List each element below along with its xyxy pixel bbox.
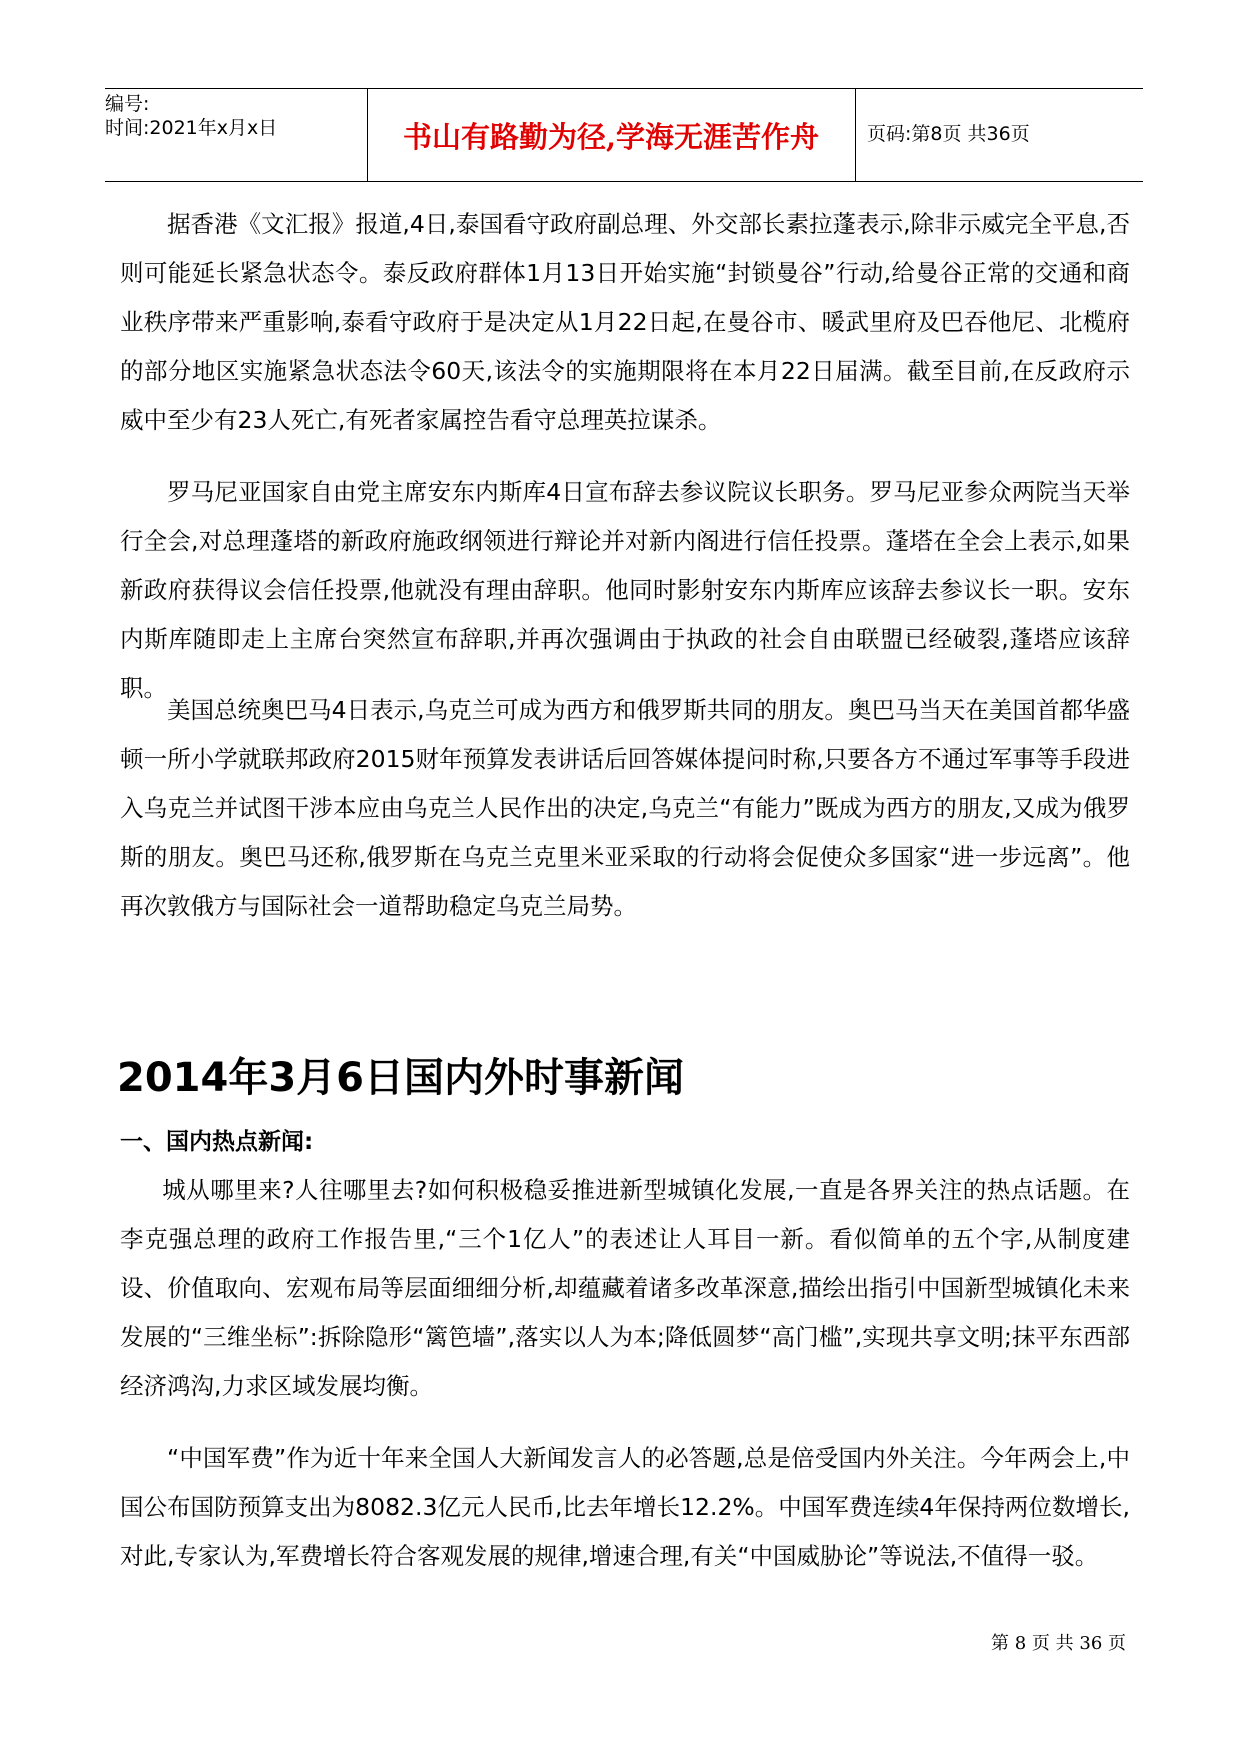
paragraph-thailand: 据香港《文汇报》报道,4日,泰国看守政府副总理、外交部长素拉蓬表示,除非示威完全平息,否则可能延长紧急状态令。泰反政府群体1月13日开始实施“封锁曼谷”行动,给曼谷正常的交通和商业秩序带来严重影响,泰看守政府于是决定从1月22日起,在曼谷市、暖武里府及巴吞他尼、北榄府的部分地区实施紧急状态法令60天,该法令的实施期限将在本月22日届满。截至目前,在反政府示威中至少有23人死亡,有死者家属控告看守总理英拉谋杀。 (120, 210, 1130, 434)
header-page-cell (855, 89, 1143, 181)
section-title: 2014年3月6日国内外时事新闻 (117, 1055, 684, 1101)
document-number-label: 编号: (105, 93, 150, 115)
header-info-cell (105, 89, 368, 181)
page-footer: 第 8 页 共 36 页 (991, 1633, 1126, 1654)
paragraph-obama-ukraine: 美国总统奥巴马4日表示,乌克兰可成为西方和俄罗斯共同的朋友。奥巴马当天在美国首都华盛顿一所小学就联邦政府2015财年预算发表讲话后回答媒体提问时称,只要各方不通过军事等手段进入乌克兰并试图干涉本应由乌克兰人民作出的决定,乌克兰“有能力”既成为西方的朋友,又成为俄罗斯的朋友。奥巴马还称,俄罗斯在乌克兰克里米亚采取的行动将会促使众多国家“进一步远离”。他再次敦俄方与国际社会一道帮助稳定乌克兰局势。 (120, 696, 1130, 920)
document-time-label: 时间:2021年x月x日 (105, 117, 278, 139)
paragraph-military-budget: “中国军费”作为近十年来全国人大新闻发言人的必答题,总是倍受国内外关注。今年两会上,中国公布国防预算支出为8082.3亿元人民币,比去年增长12.2%。中国军费连续4年保持两位数增长,对此,专家认为,军费增长符合客观发展的规律,增速合理,有关“中国威胁论”等说法,不值得一驳。 (120, 1444, 1130, 1570)
header-page-number: 页码:第8页 共36页 (867, 123, 1030, 145)
section-subtitle: 一、国内热点新闻: (120, 1129, 314, 1155)
paragraph-romania: 罗马尼亚国家自由党主席安东内斯库4日宣布辞去参议院议长职务。罗马尼亚参众两院当天举行全会,对总理蓬塔的新政府施政纲领进行辩论并对新内阁进行信任投票。蓬塔在全会上表示,如果新政府获得议会信任投票,他就没有理由辞职。他同时影射安东内斯库应该辞去参议长一职。安东内斯库随即走上主席台突然宣布辞职,并再次强调由于执政的社会自由联盟已经破裂,蓬塔应该辞职。 (120, 478, 1130, 702)
page-header (105, 88, 1143, 182)
header-motto-cell (367, 89, 856, 181)
header-motto: 书山有路勤为径,学海无涯苦作舟 (402, 120, 820, 154)
paragraph-urbanization: 城从哪里来?人往哪里去?如何积极稳妥推进新型城镇化发展,一直是各界关注的热点话题。在李克强总理的政府工作报告里,“三个1亿人”的表述让人耳目一新。看似简单的五个字,从制度建设、价值取向、宏观布局等层面细细分析,却蕴藏着诸多改革深意,描绘出指引中国新型城镇化未来发展的“三维坐标”:拆除隐形“篱笆墙”,落实以人为本;降低圆梦“高门槛”,实现共享文明;抹平东西部经济鸿沟,力求区域发展均衡。 (120, 1176, 1130, 1400)
